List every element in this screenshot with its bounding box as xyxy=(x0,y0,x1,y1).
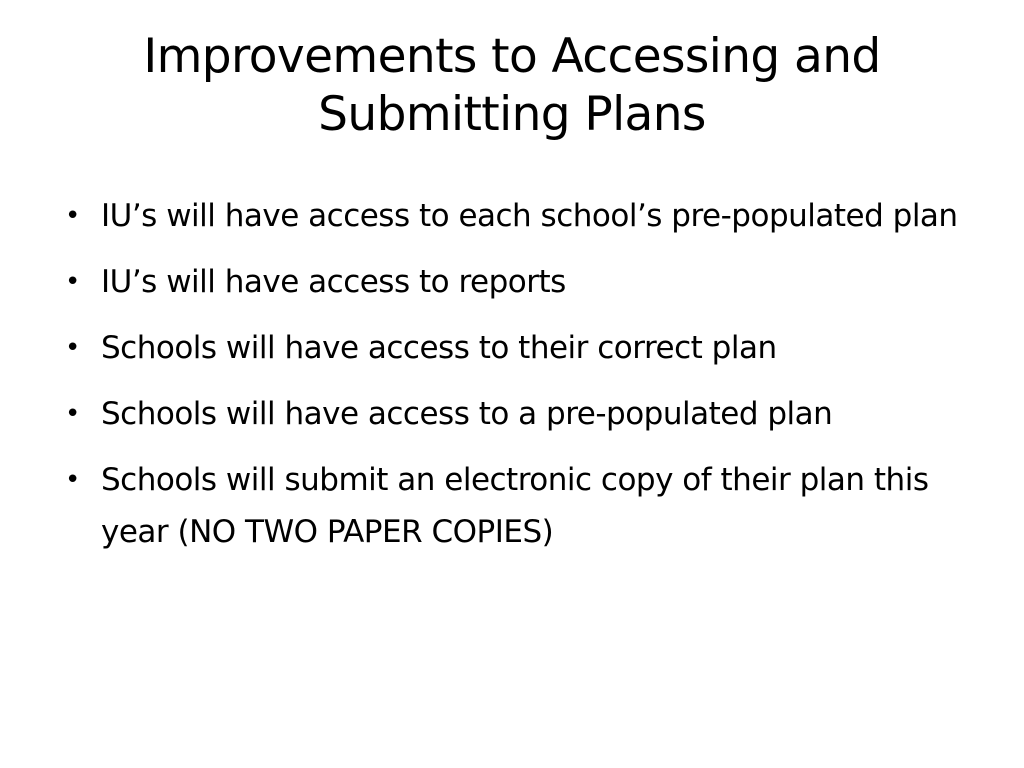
bullet-text: Schools will have access to a pre-populated plan xyxy=(101,396,833,432)
bullet-dot-icon: • xyxy=(65,399,80,429)
bullet-item xyxy=(60,256,960,308)
bullet-dot-icon: • xyxy=(65,333,80,363)
bullet-text: Schools will have access to their correct plan xyxy=(101,330,777,366)
bullet-item xyxy=(60,388,960,440)
bullet-text: IU’s will have access to reports xyxy=(101,264,566,300)
bullet-dot-icon: • xyxy=(65,267,80,297)
bullet-item xyxy=(60,322,960,374)
slide-title: Improvements to Accessing and Submitting Plans xyxy=(143,29,881,142)
bullet-list xyxy=(60,190,960,572)
bullet-text: IU’s will have access to each school’s pre-populated plan xyxy=(101,198,958,234)
bullet-item xyxy=(60,190,960,242)
bullet-text: Schools will submit an electronic copy of their plan this year (NO TWO PAPER COPIES) xyxy=(101,462,929,550)
bullet-dot-icon: • xyxy=(65,465,80,495)
bullet-item xyxy=(60,454,960,558)
bullet-dot-icon: • xyxy=(65,201,80,231)
